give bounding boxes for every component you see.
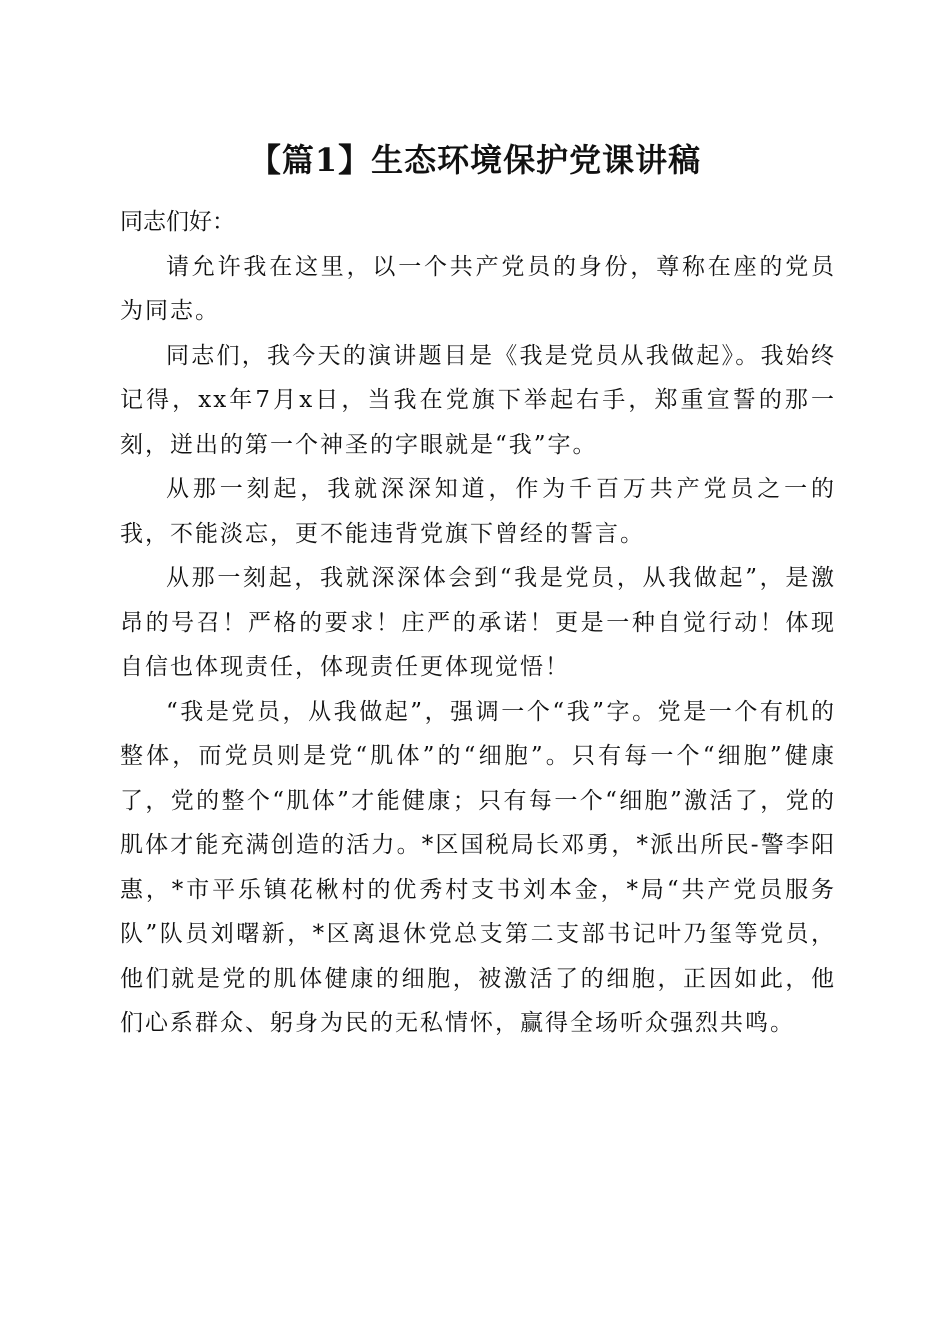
paragraph-4: 从那一刻起，我就深深体会到“我是党员，从我做起”，是激昂的号召！严格的要求！庄严的承诺！更是一种自觉行动！体现自信也体现责任，体现责任更体现觉悟！ — [120, 565, 836, 680]
paragraph-3: 从那一刻起，我就深深知道，作为千百万共产党员之一的我，不能淡忘，更不能违背党旗下曾经的誓言。 — [120, 476, 836, 547]
paragraph-5: “我是党员，从我做起”，强调一个“我”字。党是一个有机的整体，而党员则是党“肌体”的“细胞”。只有每一个“细胞”健康了，党的整个“肌体”才能健康；只有每一个“细胞”激活了，党的肌体才能充满创造的活力。*区国税局长邓勇，*派出所民-警李阳惠，*市平乐镇花楸村的优秀村支书刘本金，*局“共产党员服务队”队员刘曙新，*区离退休党总支第二支部书记叶乃玺等党员，他们就是党的肌体健康的细胞，被激活了的细胞，正因如此，他们心系群众、躬身为民的无私情怀，赢得全场听众强烈共鸣。 — [120, 698, 836, 1036]
paragraph-2: 同志们，我今天的演讲题目是《我是党员从我做起》。我始终记得，xx年7月x日，当我在党旗下举起右手，郑重宣誓的那一刻，迸出的第一个神圣的字眼就是“我”字。 — [120, 342, 836, 458]
document-body — [120, 200, 836, 1046]
paragraph-1: 请允许我在这里，以一个共产党员的身份，尊称在座的党员为同志。 — [120, 253, 836, 324]
document-title: 【篇1】生态环境保护党课讲稿 — [248, 141, 702, 179]
salutation: 同志们好： — [120, 209, 235, 235]
